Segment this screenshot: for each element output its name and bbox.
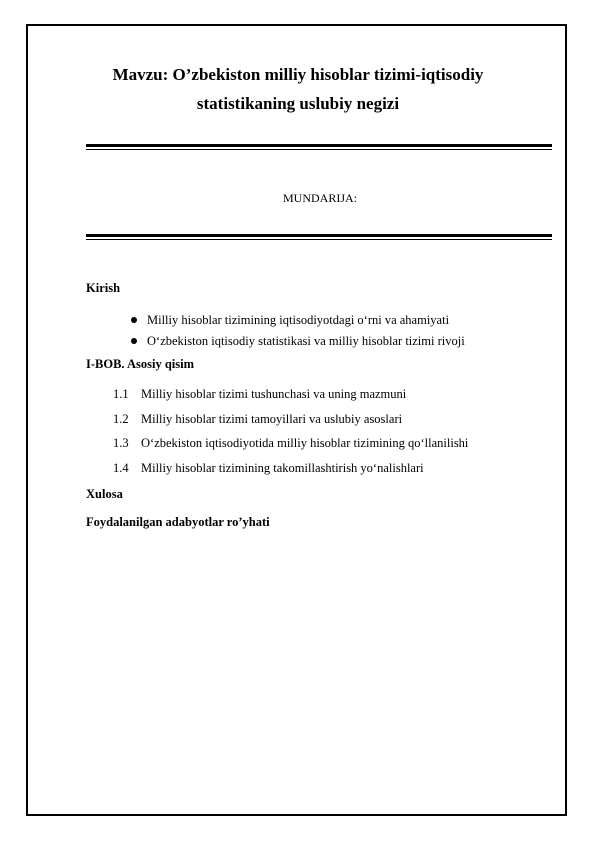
toc-section-item [113,435,468,451]
toc-section-title: O‘zbekiston iqtisodiyotida milliy hisoblar tizimining qo‘llanilishi [141,436,469,450]
toc-conclusion-heading: Xulosa [86,487,123,501]
toc-introduction-heading: Kirish [86,281,121,295]
toc-bullet-item [131,333,465,349]
toc-references-heading: Foydalanilgan adabyotlar ro’yhati [86,515,270,529]
contents-heading: MUNDARIJA: [282,191,357,205]
toc-section-number: 1.4 [113,461,129,475]
toc-section-number: 1.3 [113,436,129,450]
toc-section-number: 1.1 [113,387,129,401]
toc-bullet-text: Milliy hisoblar tizimining iqtisodiyotdagi o‘rni va ahamiyati [147,313,450,327]
toc-bullet-text: O‘zbekiston iqtisodiy statistikasi va milliy hisoblar tizimi rivoji [147,334,465,348]
toc-section-item [113,386,406,402]
toc-section-item [113,460,424,476]
toc-section-title: Milliy hisoblar tizimi tamoyillari va uslubiy asoslari [141,412,403,426]
document-title-line-2: statistikaning uslubiy negizi [196,94,400,113]
bottom-double-rule [86,234,552,240]
top-double-rule [86,144,552,150]
document-title-line-1: Mavzu: O’zbekiston milliy hisoblar tizimi-iqtisodiy [112,65,484,84]
bullet-icon [131,338,137,344]
bullet-icon [131,317,137,323]
toc-section-number: 1.2 [113,412,129,426]
toc-section-item [113,411,402,427]
toc-chapter1-heading: I-BOB. Asosiy qisim [86,357,195,371]
toc-section-title: Milliy hisoblar tizimining takomillashtirish yo‘nalishlari [141,461,424,475]
toc-bullet-item [131,312,449,328]
toc-section-title: Milliy hisoblar tizimi tushunchasi va uning mazmuni [141,387,407,401]
